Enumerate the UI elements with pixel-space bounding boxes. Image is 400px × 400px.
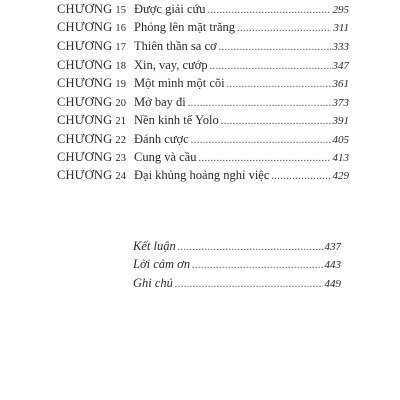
chapter-number: 17: [115, 42, 127, 53]
chapter-label: CHƯƠNG 24: [57, 168, 127, 182]
chapter-number: 18: [115, 61, 127, 72]
chapter-title: Xin, vay, cướp: [134, 58, 208, 72]
page-number: 347: [332, 60, 349, 72]
toc-entry-chapter-21[interactable]: [57, 111, 349, 130]
chapter-label: CHƯƠNG 20: [57, 95, 127, 109]
chapter-label: CHƯƠNG 19: [57, 76, 127, 90]
dot-leader: [192, 256, 322, 275]
chapter-title: Đại khủng hoảng nghỉ việc: [134, 168, 270, 182]
toc-entry-chapter-23[interactable]: [57, 148, 349, 167]
toc-entry-chapter-22[interactable]: [57, 130, 349, 149]
page-number: 437: [324, 241, 341, 253]
chapter-label: CHƯƠNG 22: [57, 132, 127, 146]
page-number: 413: [332, 152, 349, 164]
chapter-title: Nền kinh tế Yolo: [134, 113, 219, 127]
chapter-number: 22: [115, 135, 127, 146]
page-number: 333: [332, 41, 349, 53]
dot-leader: [175, 275, 323, 294]
chapter-label: CHƯƠNG 15: [57, 2, 127, 16]
dot-leader: [227, 75, 331, 94]
entry-title: Kết luận: [133, 239, 176, 253]
chapter-number: 16: [115, 23, 127, 34]
toc-entry-chapter-18[interactable]: [57, 56, 349, 75]
page-number: 373: [332, 97, 349, 109]
toc-entry-notes[interactable]: [133, 274, 341, 293]
chapter-number: 24: [115, 171, 127, 182]
chapter-label: CHƯƠNG 16: [57, 20, 127, 34]
chapter-title: Phóng lên mặt trăng: [134, 20, 236, 34]
chapter-number: 21: [115, 116, 127, 127]
page-number: 443: [324, 259, 341, 271]
toc-entry-acknowledgements[interactable]: [133, 255, 341, 274]
dot-leader: [221, 112, 331, 131]
chapter-title: Một mình một cõi: [134, 76, 225, 90]
entry-title: Lời cảm ơn: [133, 257, 191, 271]
dot-leader: [271, 167, 330, 186]
chapter-label: CHƯƠNG 21: [57, 113, 127, 127]
page-number: 361: [332, 78, 349, 90]
chapter-title: Đánh cược: [134, 132, 189, 146]
chapter-number: 20: [115, 98, 127, 109]
toc-entry-chapter-20[interactable]: [57, 93, 349, 112]
page-number: 449: [324, 278, 341, 290]
page-number: 311: [333, 22, 349, 34]
toc-entry-chapter-17[interactable]: [57, 37, 349, 56]
page-number: 405: [332, 134, 349, 146]
chapter-title: Cung và cầu: [134, 150, 197, 164]
toc-entry-chapter-24[interactable]: [57, 166, 349, 185]
chapter-number: 19: [115, 79, 127, 90]
chapter-label: CHƯƠNG 23: [57, 150, 127, 164]
chapter-label: CHƯƠNG 18: [57, 58, 127, 72]
dot-leader: [219, 38, 331, 57]
toc-entry-chapter-19[interactable]: [57, 74, 349, 93]
chapter-title: Được giải cứu: [134, 2, 206, 16]
toc-entry-conclusion[interactable]: [133, 237, 341, 256]
page-number: 391: [332, 115, 349, 127]
page-number: 429: [332, 170, 349, 182]
toc-entry-chapter-16[interactable]: [57, 18, 349, 37]
chapter-title: Thiên thần sa cơ: [134, 39, 217, 53]
chapter-title: Mở bay đi: [134, 95, 186, 109]
dot-leader: [237, 19, 331, 38]
chapter-label: CHƯƠNG 17: [57, 39, 127, 53]
chapter-number: 23: [115, 153, 127, 164]
toc-entry-chapter-15[interactable]: [57, 0, 349, 19]
chapter-number: 15: [115, 5, 127, 16]
page-number: 295: [332, 4, 349, 16]
entry-title: Ghi chú: [133, 276, 173, 290]
